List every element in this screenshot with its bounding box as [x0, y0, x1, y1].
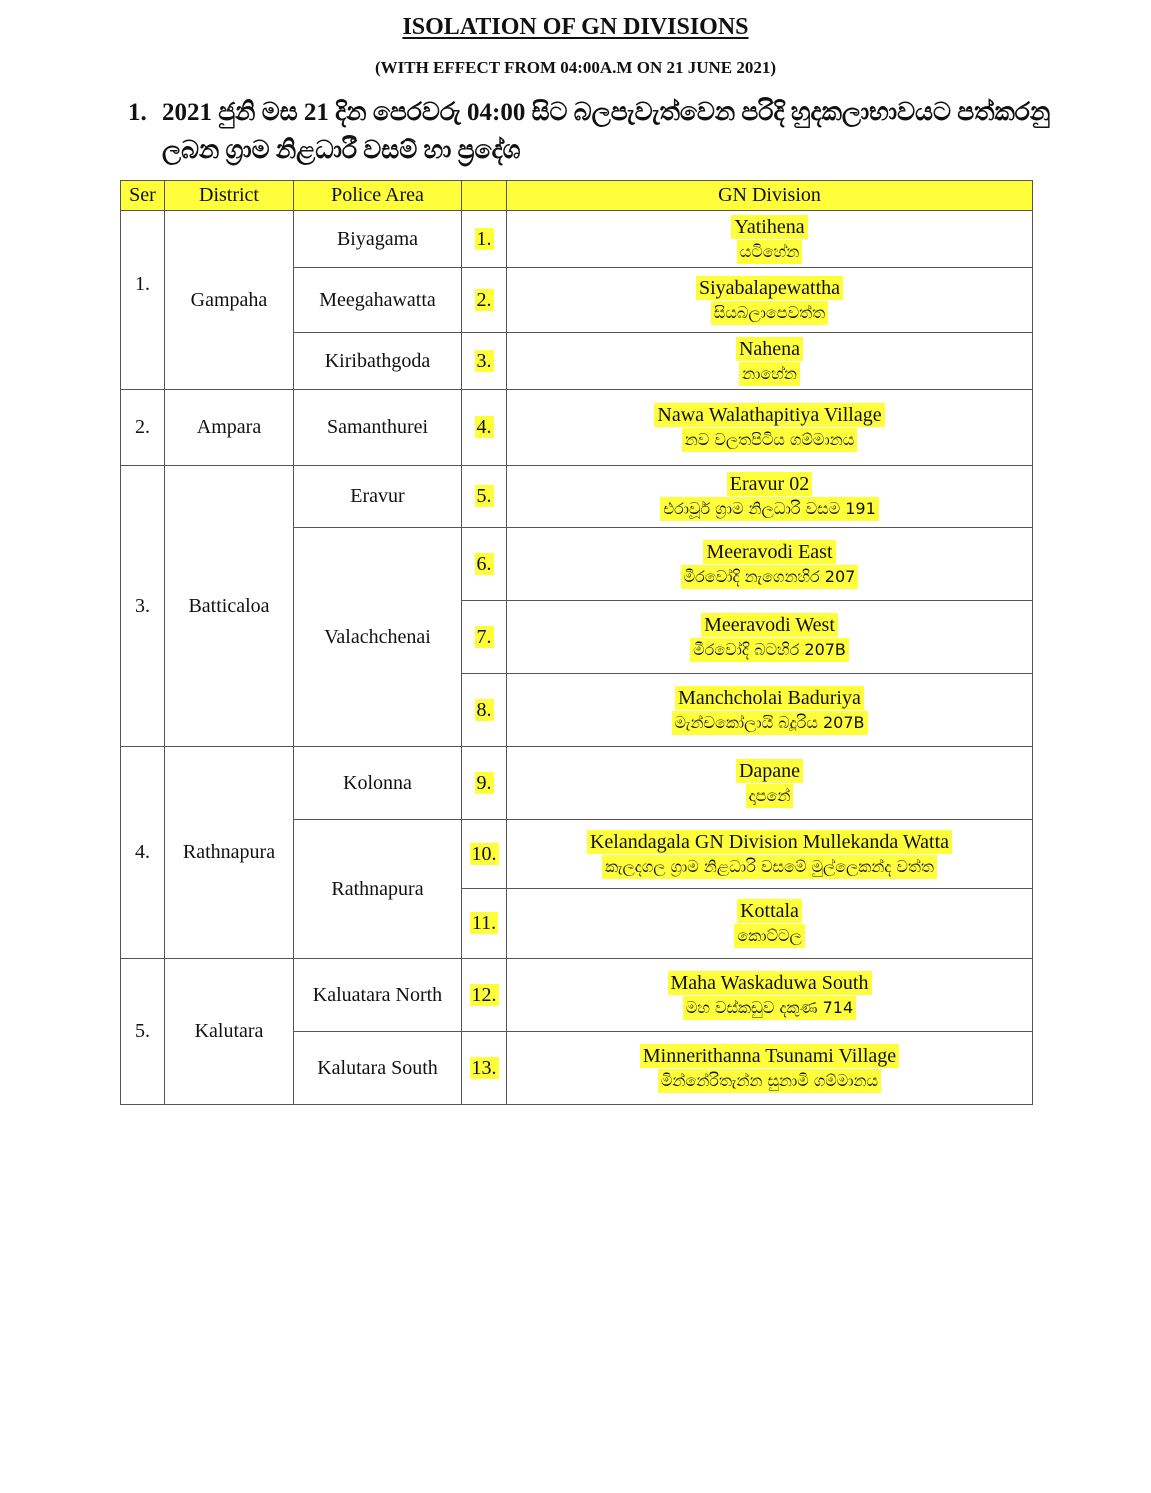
header-police-area: Police Area: [294, 181, 462, 211]
police-area: Kiribathgoda: [294, 333, 462, 390]
row-number: 10.: [462, 820, 507, 889]
gn-division: Kelandagala GN Division Mullekanda Watta කැලදගල ග්‍රාම නිළධාරි වසමේ මුල්ලෙකන්ද වත්ත: [507, 820, 1033, 889]
district-name: Gampaha: [165, 211, 294, 390]
row-number: 7.: [462, 601, 507, 674]
row-number: 6.: [462, 528, 507, 601]
heading-number: 1.: [128, 99, 147, 126]
police-area: Rathnapura: [294, 820, 462, 959]
gn-division: Eravur 02 එරාවූර් ග්‍රාම නිලධාරි වසම 191: [507, 466, 1033, 528]
row-number: 11.: [462, 889, 507, 959]
district-name: Batticaloa: [165, 466, 294, 747]
gn-division: Meeravodi West මීරවෝදි බටහිර 207B: [507, 601, 1033, 674]
row-number: 2.: [462, 268, 507, 333]
district-serial: 3.: [121, 466, 165, 747]
header-ser: Ser: [121, 181, 165, 211]
district-name: Kalutara: [165, 959, 294, 1105]
gn-division: Siyabalapewattha සියබලාපෙවත්ත: [507, 268, 1033, 333]
police-area: Biyagama: [294, 211, 462, 268]
gn-division: Dapane දාපනේ: [507, 747, 1033, 820]
header-district: District: [165, 181, 294, 211]
district-serial: 5.: [121, 959, 165, 1105]
header-no: [462, 181, 507, 211]
row-number: 12.: [462, 959, 507, 1032]
isolation-table: [120, 180, 1033, 1105]
police-area: Eravur: [294, 466, 462, 528]
police-area: Valachchenai: [294, 528, 462, 747]
district-name: Rathnapura: [165, 747, 294, 959]
table-row: [121, 747, 1033, 820]
gn-division: Maha Waskaduwa South මහ වස්කඩුව දකුණ 714: [507, 959, 1033, 1032]
police-area: Samanthurei: [294, 390, 462, 466]
table-row: [121, 390, 1033, 466]
police-area: Kolonna: [294, 747, 462, 820]
table-row: [121, 211, 1033, 268]
section-heading: [128, 94, 1108, 170]
table-header-row: [121, 181, 1033, 211]
gn-division: Nawa Walathapitiya Village නව වලතපිටිය ගම්මානය: [507, 390, 1033, 466]
gn-division: Minnerithanna Tsunami Village මින්නේරිතැන්න සුනාමි ගම්මානය: [507, 1032, 1033, 1105]
district-serial: 4.: [121, 747, 165, 959]
district-serial: 1.: [121, 211, 165, 390]
district-name: Ampara: [165, 390, 294, 466]
row-number: 9.: [462, 747, 507, 820]
police-area: Meegahawatta: [294, 268, 462, 333]
table-row: [121, 959, 1033, 1032]
header-gn-division: GN Division: [507, 181, 1033, 211]
police-area: Kaluatara North: [294, 959, 462, 1032]
table-row: [121, 466, 1033, 528]
gn-division: Meeravodi East මීරවෝදි නැගෙනහිර 207: [507, 528, 1033, 601]
row-number: 1.: [462, 211, 507, 268]
district-serial: 2.: [121, 390, 165, 466]
row-number: 5.: [462, 466, 507, 528]
row-number: 13.: [462, 1032, 507, 1105]
row-number: 8.: [462, 674, 507, 747]
gn-division: Nahena නාහේන: [507, 333, 1033, 390]
police-area: Kalutara South: [294, 1032, 462, 1105]
row-number: 3.: [462, 333, 507, 390]
row-number: 4.: [462, 390, 507, 466]
gn-division: Kottala කොට්ටල: [507, 889, 1033, 959]
document-subtitle: (WITH EFFECT FROM 04:00A.M ON 21 JUNE 2021): [374, 58, 777, 77]
heading-line-1: 2021 ජුනි මස 21 දින පෙරවරු 04:00 සිට බලපැවැත්වෙන පරිදි හුදකලාභාවයට පත්කරනු: [162, 99, 1051, 126]
document-title: ISOLATION OF GN DIVISIONS: [402, 14, 749, 40]
gn-division: Yatihena යටිහේන: [507, 211, 1033, 268]
gn-division: Manchcholai Baduriya මැන්චකෝලායි බදූරිය 207B: [507, 674, 1033, 747]
heading-line-2: ලබන ග්‍රාම නිළධාරී වසම් හා ප්‍රදේශ: [162, 137, 521, 164]
